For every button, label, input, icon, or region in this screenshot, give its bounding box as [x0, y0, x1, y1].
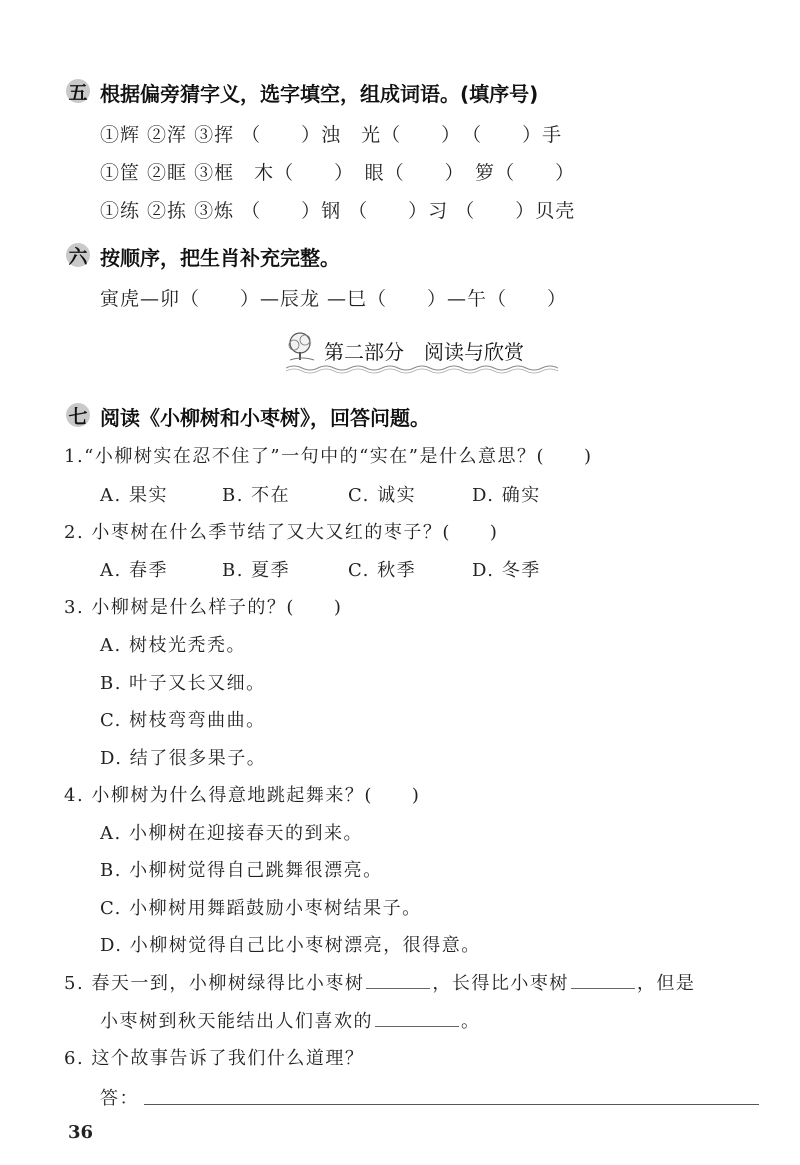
question-4: 4. 小柳树为什么得意地跳起舞来？( ) — [64, 785, 421, 806]
question-3-option-d: D. 结了很多果子。 — [100, 748, 267, 769]
question-4-option-d: D. 小柳树觉得自己比小枣树漂亮，很得意。 — [100, 935, 481, 956]
answer-blank-1[interactable] — [366, 970, 430, 989]
section-6-number-badge: 六 — [66, 243, 90, 267]
answer-label: 答： — [100, 1088, 139, 1109]
tree-icon — [282, 330, 322, 366]
section-5-number-badge: 五 — [66, 79, 90, 103]
question-5-text-c: ，但是 — [636, 973, 696, 994]
question-5-text-b: ，长得比小枣树 — [432, 973, 569, 994]
section-7-number-badge: 七 — [66, 403, 90, 427]
question-2-option-a: A. 春季 — [100, 560, 168, 581]
question-5-line-1 — [64, 969, 695, 995]
question-2-option-d: D. 冬季 — [472, 560, 541, 581]
section-5-row-3: ①练 ②拣 ③炼 （ ）钢 （ ）习 （ ）贝壳 — [100, 200, 576, 222]
question-4-option-a: A. 小柳树在迎接春天的到来。 — [100, 823, 363, 844]
question-3-option-c: C. 树枝弯弯曲曲。 — [100, 710, 266, 731]
section-5-row-2: ①筐 ②眶 ③框 木（ ） 眼（ ） 箩（ ） — [100, 162, 576, 184]
question-3: 3. 小柳树是什么样子的？( ) — [64, 597, 343, 618]
page-number: 36 — [68, 1122, 94, 1143]
part-2-title: 第二部分 阅读与欣赏 — [324, 340, 524, 364]
answer-blank-3[interactable] — [375, 1008, 459, 1027]
question-1: 1.“小柳树实在忍不住了”一句中的“实在”是什么意思？( ) — [64, 446, 593, 467]
question-5-text-a: 5. 春天一到，小柳树绿得比小枣树 — [64, 973, 365, 994]
question-4-option-c: C. 小柳树用舞蹈鼓励小枣树结果子。 — [100, 898, 422, 919]
question-5-line-2 — [100, 1007, 481, 1033]
question-2-option-b: B. 夏季 — [222, 560, 291, 581]
question-3-option-a: A. 树枝光秃秃。 — [100, 635, 246, 656]
question-5-text-d: 小枣树到秋天能结出人们喜欢的 — [100, 1011, 373, 1032]
answer-line[interactable] — [144, 1104, 759, 1105]
question-6: 6. 这个故事告诉了我们什么道理？ — [64, 1048, 365, 1069]
section-5-title: 根据偏旁猜字义，选字填空，组成词语。(填序号) — [100, 82, 539, 106]
section-7-title: 阅读《小柳树和小枣树》，回答问题。 — [100, 406, 430, 430]
question-1-option-d: D. 确实 — [472, 485, 541, 506]
question-1-option-a: A. 果实 — [100, 485, 168, 506]
question-1-option-b: B. 不在 — [222, 485, 291, 506]
section-6-title: 按顺序，把生肖补充完整。 — [100, 246, 340, 270]
banner-underline — [286, 362, 558, 374]
question-2-option-c: C. 秋季 — [348, 560, 417, 581]
zodiac-sequence: 寅虎—卯（ ）—辰龙 —巳（ ）—午（ ） — [100, 288, 568, 310]
answer-blank-2[interactable] — [571, 970, 635, 989]
question-2: 2. 小枣树在什么季节结了又大又红的枣子？( ) — [64, 522, 499, 543]
question-4-option-b: B. 小柳树觉得自己跳舞很漂亮。 — [100, 860, 383, 881]
question-1-option-c: C. 诚实 — [348, 485, 417, 506]
section-5-row-1: ①辉 ②浑 ③挥 （ ）浊 光（ ） （ ）手 — [100, 124, 563, 146]
question-3-option-b: B. 叶子又长又细。 — [100, 673, 266, 694]
question-5-text-e: 。 — [461, 1011, 481, 1032]
